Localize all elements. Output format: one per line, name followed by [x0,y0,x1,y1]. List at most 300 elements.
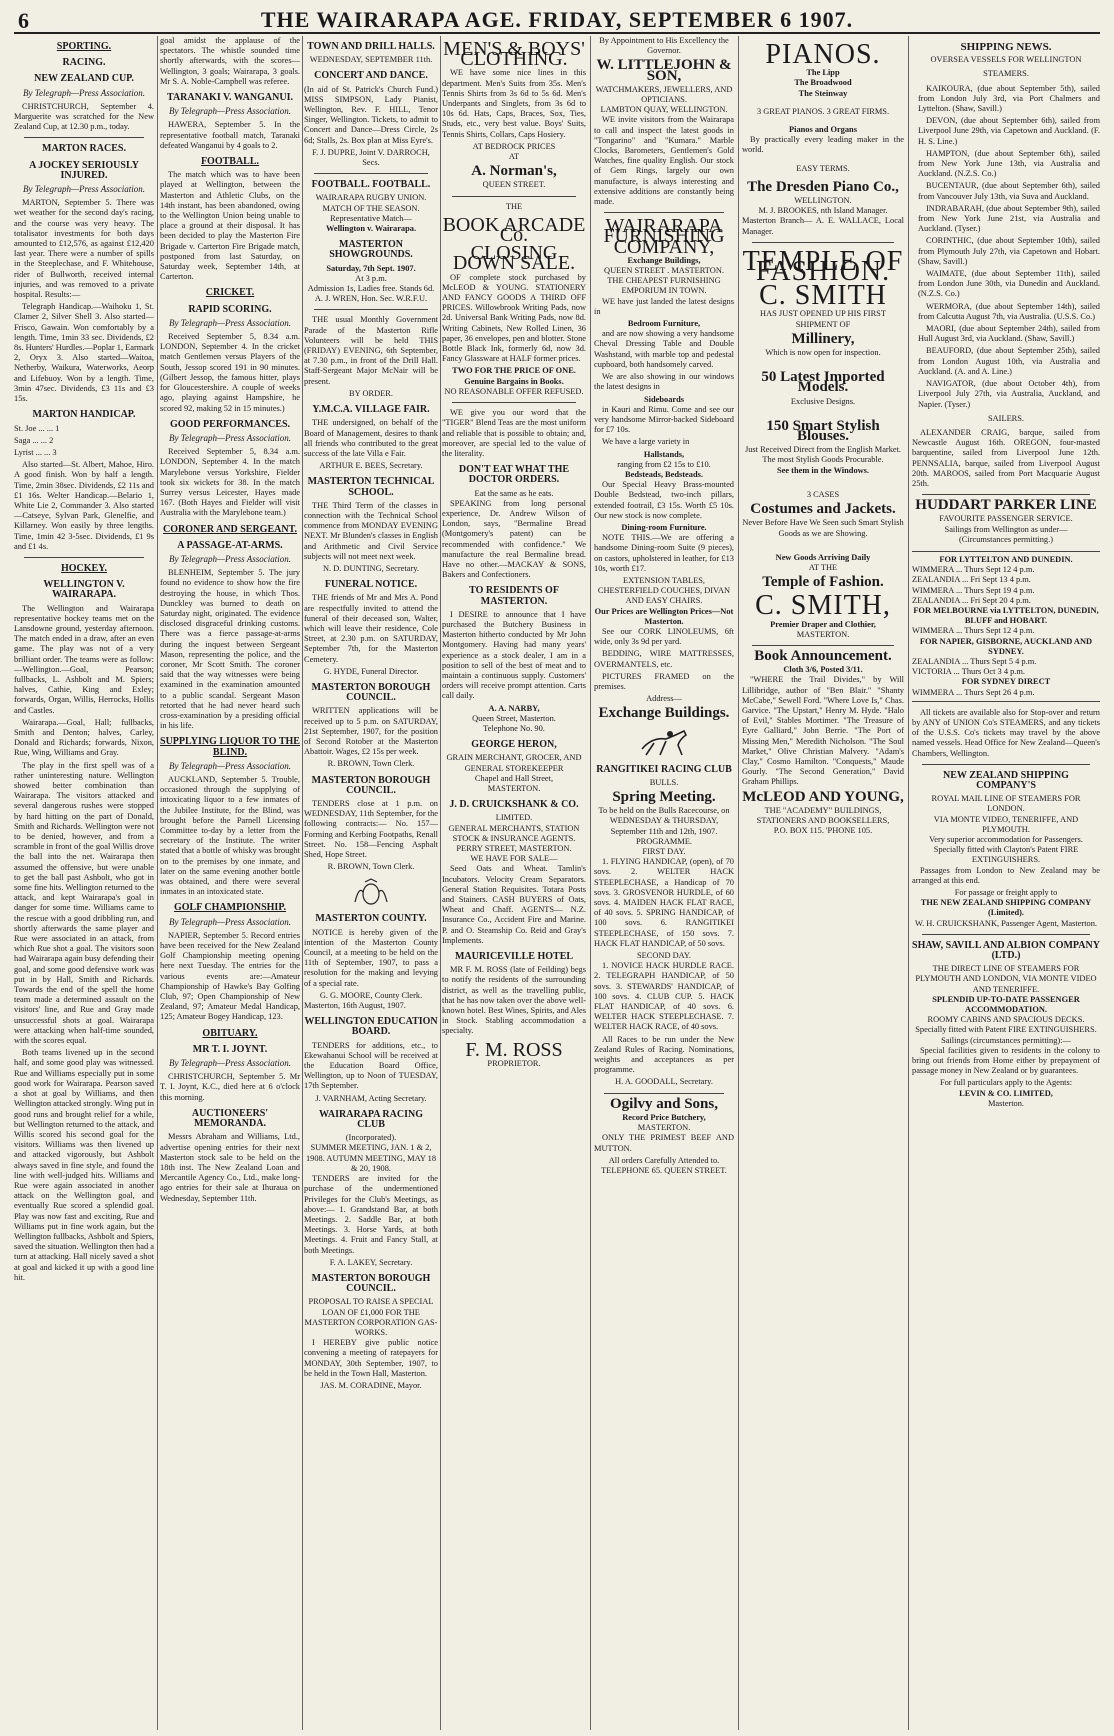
notice-text: THE undersigned, on behalf of the Board of Management, desires to thank all friends who contributed to the great success of the late Villa e Fair. [304,418,438,458]
ad-subheading: Spring Meeting. [612,789,716,805]
notice-date: WEDNESDAY, SEPTEMBER 11th. [309,55,433,65]
ad-line: NO REASONABLE OFFER REFUSED. [444,386,584,396]
ad-line: Never Before Have We Seen such Smart Stylish Goods as we are Showing. [742,518,904,538]
ad-line: TWO FOR THE PRICE OF ONE. [452,366,576,376]
divider [922,764,1090,765]
divider [452,196,576,197]
table-heading: FOR LYTTELTON AND DUNEDIN. [939,554,1073,564]
notice-signature: R. BROWN, Town Clerk. [327,759,415,769]
ad-text: WE have just landed the latest designs in [594,296,734,316]
ad-heading: RANGITIKEI RACING CLUB [596,763,732,775]
column-rule [590,36,591,1730]
ad-line: All orders Carefully Attended to. [608,1155,720,1165]
ad-line: M. J. BROOKES, nth Island Manager. [758,206,888,216]
article-text: Telegraph Handicap.—Waihoku 1, St. Clamer 2, Silver Shell 3. Also started—Frisco, Gawain. Won comfortably by a length. Time, 1min 33 sec. Dividends, £2 8s. Hunters' Hurdles.—Poplar 1, Earmark 2, Oryx 3. Also started—Waitoa, Netherby, Waikura, Waterworks, Aeorp and Lifebuoy. Won by a length. Time, 3min 47sec. Dividends, £3 11s and £3 15s. [14,302,154,404]
article-text: Received September 5, 8.34 a.m. LONDON, September 4. In the cricket match Gentlemen versus Players of the South, Jessop scored 191 in 90 minutes. (Gilbert Jessop, the famous hitter, plays for Gloucestershire. A couple of weeks ago, playing against Hampshire, he scored 92, making 52 in 15 minutes.) [160,332,300,413]
ad-address: Chapel and Hall Street, [474,773,554,783]
column-6-advertisements [742,36,904,1730]
ad-text: and are now showing a very handsome Cheval Dressing Table and Double Washstand, with marble top and pedestal cupboard, both handsomely carved. [594,329,734,369]
ad-subheading: Hallstands, [643,449,685,459]
ad-merchant: C. SMITH, [755,590,891,622]
ad-line: New Goods Arriving Daily [775,552,871,562]
article-text: BLENHEIM, September 5. The jury found no evidence to show how the fire destroying the house, in which Thos. Dunckley was burned to death on Saturday night, originated. The evidence disclosed disgraceful drinking customs. There was a fierce passage-at-arms during the inquest between Sergeant Mason, representing the police, and the coroner, Mr Scott Smith. The coroner said that the way witnesses were being examined in the examination amounted to a public scandal. Sergeant Mason retorted that he had never heard such cross-examination by a presiding official in his life. [160,568,300,731]
ad-text: I DESIRE to announce that I have purchased the Butchery Business in Masterton hitherto conducted by Mr John Montgomery. Having had many years' experience as a stock dealer, I am in a position to sell of the best of meat and to maintain a continuous supply. Customers' orders will receive prompt attention. Carts call daily. [442,609,586,701]
ad-line: P.O. BOX 115. 'PHONE 105. [773,826,873,836]
ad-text: Our Special Heavy Brass-mounted Double Bedstead, two-inch pillars, extended footrail, £3 15s. Worth £5 10s. Our new stock is now complete. [594,480,734,520]
notice-line: WAIRARAPA RUGBY UNION. [315,193,427,203]
section-subheading: OVERSEA VESSELS FOR WELLINGTON [930,55,1082,65]
ad-text: SPEAKING from long personal experience, Dr. Andrew Wilson of London, says, "Bermaline Bread (Montgomery's patent) can be recommended with confidence." We manufacture the real Bermaline bread. Have no other.—MACKAY & SONS, Bakers and Confectioners. [442,498,586,580]
ad-line: Premier Draper and Clothier, [770,619,876,629]
notice-text: THE Third Term of the classes in connection with the Technical School commence from MONDAY EVENING NEXT. Mr Blunden's classes in English and Arithmetic and Civil Service subjects will not meet next week. [304,500,438,561]
ad-line: Very superior accommodation for Passengers. [929,835,1083,845]
column-7-shipping [912,36,1100,1730]
notice-heading: MASTERTON BOROUGH COUNCIL. [311,1272,431,1295]
ad-merchant: Ogilvy and Sons, [610,1095,718,1112]
result-row: Saga ... ... 2 [14,435,54,445]
ad-line: LIMITED. [495,813,533,823]
article-heading: TARANAKI V. WANGANUI. [167,92,293,104]
ad-line: To be held on the Bulls Racecourse, on WEDNESDAY & THURSDAY, September 11th and 12th, 1907. [598,806,730,836]
notice-signature: R. BROWN, Town Clerk. [327,862,415,872]
divider [752,242,894,243]
ad-line: STATIONERS AND BOOKSELLERS, [756,815,890,825]
ad-heading: MAURICEVILLE HOTEL [454,951,574,963]
ad-line: 3 GREAT PIANOS. 3 GREAT FIRMS. [756,106,890,116]
table-row: WIMMERA ... Thurs Sept 19 4 p.m. [912,585,1035,595]
article-heading: A JOCKEY SERIOUSLY INJURED. [29,159,139,181]
ad-text: in Kauri and Rimu. Come and see our very handsome Mirror-backed Sideboard for £7 10s. [594,404,734,435]
notice-line: Representative Match— [330,213,412,223]
ad-merchant: HUDDART PARKER LINE [915,497,1097,514]
article-text: The Wellington and Wairarapa representative hockey teams met on the Lansdowne ground, yesterday afternoon. The match ended in a draw, after an even game. The play was not of a very brilliant order. The teams were as follow:—Wellington.—Goal, Pearson; fullbacks, L. Ashbolt and M. Spiers; halves, Cathie, King and Exley; forwards, Organ, Willis, Herrocks, Hollis and Castles. [14,603,154,715]
article-heading: MARTON RACES. [42,143,126,155]
ad-heading: WAIRARAPA FURNISHING COMPANY, [603,215,725,258]
ad-heading: TEMPLE OF FASHION. [742,245,904,288]
ad-line: Telephone No. 90. [483,723,545,733]
ad-line: SECOND DAY. [637,951,691,961]
ad-merchant: C. SMITH [759,280,887,312]
ad-line: Sailings (circumstances permitting):— [941,1035,1071,1045]
column-rule [738,36,739,1730]
notice-line: MATCH OF THE SEASON. [322,203,420,213]
ad-line: VIA MONTE VIDEO, TENERIFFE, AND PLYMOUTH. [933,814,1079,834]
ad-text: Masterton Branch— A. E. WALLACE, Local Manager. [742,216,904,236]
notice-heading: MASTERTON COUNTY. [315,913,427,925]
ad-address: Queen Street, Masterton. [472,713,556,723]
table-row: ZEALANDIA ... Fri Sept 13 4 p.m. [912,575,1031,585]
section-heading: RACING. [62,57,106,69]
ad-line: Eat the same as he eats. [474,488,554,498]
notice-text: THE usual Monthly Government Parade of the Masterton Rifle Volunteers will be held THIS (FRIDAY) EVENING, 6th September, at 7.30 p.m., in front of the Drill Hall. Staff-Sergeant Major McNair will be present. [304,315,438,386]
ad-text: WE invite visitors from the Wairarapa to call and inspect the latest goods in "Tongarino" and "Kumara." Marble Clocks, Barometers, Gentlemen's Gold Watches, fine quality English. Our stock of Gem Rings, largely our own manufacture, is always interesting and extensive additions are constantly being made. [594,115,734,207]
ad-line: The Steinway [798,88,848,98]
article-heading: CORONER AND SERGEANT. [163,523,297,535]
column-rule [302,36,303,1730]
ad-line: THE DIRECT LINE OF STEAMERS FOR PLYMOUTH AND LONDON, VIA MONTE VIDEO AND TENERIFFE. [915,964,1097,994]
divider [314,173,428,174]
article-heading: GOOD PERFORMANCES. [170,418,290,430]
list-item: INDRABARAH, (due about September 9th), sailed from New York June 21st, via Australia and Auckland. (Tyser.) [918,203,1100,234]
ad-merchant: NEW ZEALAND SHIPPING COMPANY'S [943,769,1069,791]
section-heading: HOCKEY. [60,562,108,574]
notice-text: THE friends of Mr and Mrs A. Pond are respectfully invited to attend the funeral of their deceased son, Walter, which will leave their residence, Cole Street, at 2.30 p.m. on SATURDAY, September 7th, for the Masterton Cemetery. [304,593,438,664]
ad-line: Just Received Direct from the English Market. [744,445,902,455]
ad-line: By Appointment to His Excellency the Governor. [599,36,729,56]
notice-heading: WELLINGTON EDUCATION BOARD. [304,1016,438,1038]
column-rule [157,36,158,1730]
notice-heading: MASTERTON BOROUGH COUNCIL. [311,774,431,796]
section-heading: OBITUARY. [202,1027,258,1039]
notice-signature: F. A. LAKEY, Secretary. [329,1257,413,1267]
table-row: ZEALANDIA ... Thurs Sept 5 4 p.m. [912,656,1037,666]
list-item: CORINTHIC, (due about September 10th), sailed from Plymouth July 27th, via Capetown and Hobart. (Shaw, Savill.) [918,236,1100,266]
ad-merchant: LEVIN & CO. LIMITED, [959,1088,1053,1098]
column-rule [440,36,441,1730]
article-heading: WELLINGTON V. WAIRARAPA. [43,579,125,601]
article-text: MARTON, September 5. There was wet weather for the second day's racing, and the course was very heavy. The totalisator investments for both days amounted to £12,576, as against £12,420 last year. There were a number of spills in the Steeplechase, and F. Whitehouse, rider of Bullworth, received internal injuries, and was removed to a private hospital. Results:— [14,198,154,300]
article-text: Messrs Abraham and Williams, Ltd., advertise opening entries for their next Masterton stock sale to be held on the 18th inst. The New Zealand Loan and Mercantile Agency Co., Ltd., make long-ago entries for their sale at Ihuraua on Wednesday, September 11th. [160,1132,300,1203]
notice-heading: MASTERTON BOROUGH COUNCIL. [311,681,431,704]
article-text: goal amidst the applause of the spectators. The whistle sounded time shortly afterwards, with the scores—Wellington, 3 goals; Wairarapa, 3 goals. Mr S. A. Noble-Campbell was referee. [160,36,300,86]
ad-merchant: A. Norman's, [471,163,557,180]
ad-signature: W. H. CRUICKSHANK, Passenger Agent, Masterton. [914,918,1098,928]
ad-text: 1. NOVICE HACK HURDLE RACE. 2. TELEGRAPH HANDICAP, of 50 sovs. 3. STEWARDS' HANDICAP, of 100 sovs. 4. CLUB CUP. 5. HACK FLAT HANDICAP, of 40 sovs. 6. WELTER HACK STEEPLECHASE. 7. WELTER HACK RACE, of 40 sovs. [594,961,734,1032]
ad-subheading: 150 Smart Stylish Blouses. [766,417,880,445]
ad-heading: BOOK ARCADE Co. [442,213,586,247]
newspaper-title: THE WAIRARAPA AGE. FRIDAY, SEPTEMBER 6 1907. [260,7,854,32]
ad-line: GENERAL MERCHANTS, STATION STOCK & INSURANCE AGENTS. [448,823,580,843]
ad-merchant: GEORGE HERON, [471,739,557,751]
ad-text: We have a large variety in [602,437,690,447]
ad-line: WATCHMAKERS, JEWELLERS, AND OPTICIANS. [595,84,733,105]
article-heading: MR T. I. JOYNT. [192,1043,268,1055]
ad-text: NOTE THIS.—We are offering a handsome Dining-room Suite (9 pieces), on castors, upholstered in leather, for £13 10s, worth £17. [594,533,734,573]
result-row: Lyrist ... ... 3 [14,447,57,457]
steamer-list [912,84,1100,410]
list-item: BEAUFORD, (due about September 25th), sailed from London August 10th, via Australia and Auckland. (A. and A. Line.) [918,346,1100,376]
notice-date: Masterton, 16th August, 1907. [304,1001,406,1011]
divider [24,557,144,558]
table-heading: FOR MELBOURNE via LYTTELTON, DUNEDIN, BLUFF and HOBART. [913,605,1099,626]
divider [452,402,576,403]
ad-text: Passages from London to New Zealand may be arranged at this end. [912,865,1100,885]
ad-line: The Lipp [806,68,840,78]
article-text: AUCKLAND, September 5. Trouble, occasioned through the supplying of intoxicating liquor to a few inmates of the Jubilee Institute, for the Blind, was brought before the Parnell Licensing Committee to-day by a letter from the secretary of the Institute. The writer stated that a bottle of whisky was brought on to the premises by one inmate, and later on the same evening another bottle was obtained, and there were several inmates in an intoxicated state. [160,775,300,897]
notice-signature: J. VARNHAM, Acting Secretary. [315,1093,427,1103]
notice-line: Admission 1s, Ladies free. Stands 6d. [307,284,435,294]
ad-text: WE give you our word that the "TIGER" Blend Teas are the most uniform and reliable that is possible to obtain; and, moreover, are special led to the value of the literality. [442,408,586,458]
ad-line: THE CHEAPEST FURNISHING EMPORIUM IN TOWN. [607,276,721,296]
article-text: Wairarapa.—Goal, Hall; fullbacks, Smith and Denton; halves, Carley, Donald and Richards; forwards, Nixon, Rue, Wing, Williams and Gray. [14,717,154,758]
ad-subheading: Pianos and Organs [789,125,857,135]
ad-signature: H. A. GOODALL, Secretary. [615,1077,713,1087]
divider [24,137,144,138]
article-text: Both teams livened up in the second half, and some good play was witnessed. Rue and Williams especially put in some good work for Wairarapa. Pearson saved a shot at goal by Williams, and then Wellington attacked strongly. Wing put in good runs and brought relief for a while, but Wellington returned to the attack, and Willis scored his second goal for the visitors. Williams was then livened up and attacked vigorously, but Ashbolt always saved in fine style, and found the line with well-judged hits. Williams and Rue were again associated in another attack on the Wellington goal, and eventually Rue scored a splendid goal. Play was now fast and exciting, Rue and Williams put in fine work again, but the Wellington fullbacks, Ashbolt and Spiers, saved the situation. Wellington then had a turn at attacking. Hall nicely saved a shot at goal and kicked it up with a good line hit. [14,1048,154,1282]
ad-text: See our CORK LINOLEUMS, 6ft wide, only 3s 9d per yard. [594,626,734,647]
ad-merchant: A. A. NARBY, [488,703,540,713]
ad-text: MR F. M. ROSS (late of Feilding) begs to notify the residents of the surrounding district, as well as the travelling public, that he has now taken over the above well-known hotel. Best Wines, Spirits, and Ales in Stock. Stabling accommodation a specialty. [442,965,586,1036]
ad-address: MASTERTON. [487,784,541,793]
notice-signature: ARTHUR E. BEES, Secretary. [319,461,423,471]
list-item: HAMPTON, (due about September 6th), sailed from New York June 13th, via Australia and Auckland. (N.Z.S. Co.) [918,148,1100,179]
sailing-table [912,551,1100,702]
article-heading: MARTON HANDICAP. [32,409,136,421]
column-rule [908,36,909,1730]
ad-line: Exclusive Designs. [790,396,856,406]
section-heading: AUCTIONEERS' MEMORANDA. [191,1107,269,1130]
notice-signature: N. D. DUNTING, Secretary. [323,563,419,573]
list-item: MAORI, (due about September 24th), sailed from Hull August 3rd, via Auckland. (Shaw, Savill.) [918,324,1100,344]
article-text: Received September 5, 8.34 a.m. LONDON, September 4. In the match Marylebone versus Yorkshire, Fielder took six wickets for 38. In the match Surrey versus Leicester, Hayes made 167. (Both Hayes and Fielder will visit Australia with the Marylebone team.) [160,447,300,518]
article-heading: NEW ZEALAND CUP. [34,73,134,85]
ad-subheading: 50 Latest Imported Models. [761,369,885,396]
ad-line: For full particulars apply to the Agents: [939,1078,1073,1088]
notice-date: Saturday, 7th Sept. 1907. [326,263,416,273]
ad-line: EXTENSION TABLES, CHESTERFIELD COUCHES, DIVAN AND EASY CHAIRS. [597,575,731,606]
ad-address: LAMBTON QUAY, WELLINGTON. [600,105,728,115]
table-row: WIMMERA ... Thurs Sept 26 4 p.m. [912,687,1035,697]
coat-of-arms-icon [349,878,393,908]
ad-line: ROOMY CABINS AND SPACIOUS DECKS. [927,1015,1085,1025]
ad-line: Specially fitted with Clayton's Patent FIRE EXTINGUISHERS. [933,845,1079,865]
ad-heading: Book Announcement. [754,647,892,664]
ad-line: Record Price Butchery, [622,1112,706,1122]
byline: By Telegraph—Press Association. [169,760,291,771]
ad-subheading: Millinery, [791,330,855,347]
byline: By Telegraph—Press Association. [169,553,291,564]
ad-text: "WHERE the Trail Divides," by Will Lillibridge, author of "Ben Blair." "Shanty McCabe," Sewell Ford. "Where Love Is," Chas. Garvice. "The Upstart," Henry M. Hyde. "Halo of Evil," Stables Mortimer. "The Treasure of Eyre Galliard," John Berrie. "The Port of Missing Men," Meredith Nicholson. "The Soul Market," Olive Christian Malvery. "Adam's Clay," Cosmo Hamilton. "Conquests," Maude Gourly. "The Second Generation," David Graham Phillips. [742,675,904,787]
section-subheading: STEAMERS. [983,69,1029,79]
ad-line: PROGRAMME. [635,836,693,846]
ad-merchant: SHAW, SAVILL AND ALBION COMPANY (LTD.) [912,939,1100,962]
ad-line: See them in the Windows. [776,465,870,475]
column-3-notices [304,36,438,1730]
notice-signature: F. J. DUPRE, Joint V. DARROCH, Secs. [312,147,430,168]
byline: By Telegraph—Press Association. [169,916,291,927]
ad-line: The Broadwood [794,78,852,88]
column-5-advertisements [594,36,734,1730]
ad-heading: TO RESIDENTS OF MASTERTON. [469,585,559,607]
ad-line: WE HAVE FOR SALE— [470,854,558,864]
column-2-news [160,36,300,1730]
notice-line: PROPOSAL TO RAISE A SPECIAL LOAN OF £1,000 FOR THE MASTERTON CORPORATION GAS-WORKS. [304,1297,438,1337]
byline: By Telegraph—Press Association. [169,432,291,443]
ad-heading: DON'T EAT WHAT THE DOCTOR ORDERS. [458,464,570,486]
racehorse-icon [634,725,694,759]
ad-heading: CLOSING DOWN SALE. [452,242,576,275]
notice-signature: BY ORDER. [349,388,393,398]
ad-line: AT [508,152,520,162]
notice-line: (Incorporated). [345,1133,397,1143]
article-text: HAWERA, September 5. In the representative football match, Taranaki defeated Wanganui by 4 goals to 2. [160,120,300,150]
notice-line: Wellington v. Wairarapa. [325,224,417,234]
section-heading: CRICKET. [205,287,255,299]
ad-line: GRAIN MERCHANT, GROCER, AND [446,753,582,763]
ad-line: THE [505,201,523,211]
ad-line: Sailings from Wellington as under— [944,524,1068,534]
ad-text: All Races to be run under the New Zealand Rules of Racing. Nominations, weights and acceptances as per programme. [594,1034,734,1075]
notice-text: (In aid of St. Patrick's Church Fund.) MISS SIMPSON, Lady Pianist, Wellington, Rev. F. HILL, Tenor Singer, Wellington. Tickets, to admit to Concert and Dance—Dress Circle, 2s 6d; Stalls, 2s. Box plan at Miss Eyre's. [304,84,438,145]
byline: By Telegraph—Press Association. [23,87,145,98]
ad-merchant: McLEOD AND YOUNG, [742,788,904,805]
article-heading: RAPID SCORING. [188,303,272,315]
ad-merchant: The Dresden Piano Co., [747,178,899,195]
ad-line: AT THE [808,562,838,572]
column-1-sporting [14,36,154,1730]
ad-text: ONLY THE PRIMEST BEEF AND MUTTON. [594,1133,734,1153]
table-row: WIMMERA ... Thurs Sept 12 4 p.m. [912,565,1035,575]
byline: By Telegraph—Press Association. [23,184,145,195]
ad-line: Cloth 3/6, Posted 3/11. [783,665,863,675]
ad-text: 1. FLYING HANDICAP, (open), of 70 sovs. 2. WELTER HACK STEEPLECHASE, a Handicap of 70 sovs. 3. GROSVENOR HURDLE, of 60 sovs. 4. MAIDEN HACK FLAT RACE, of 40 sovs. 5. SPRING HANDICAP, of 100 sovs. 6. RANGITIKEI STEEPLECHASE, of 150 sovs. 7. HACK FLAT HANDICAP, of 50 sovs. [594,857,734,948]
notice-text: I HEREBY give public notice convening a meeting of ratepayers for MONDAY, 30th September, 1907, to be held in the Town Hall, Masterton. [304,1338,438,1378]
ad-text: PICTURES FRAMED on the premises. [594,671,734,691]
ad-subheading: Bedroom Furniture, [627,319,701,329]
article-text: CHRISTCHURCH, September 4. Marguerite was scratched for the New Zealand Cup, at 12.30 p.m., today. [14,101,154,132]
byline: By Telegraph—Press Association. [169,106,291,117]
table-row: WIMMERA ... Thurs Sept 12 4 p.m. [912,626,1035,636]
column-4-advertisements [442,36,586,1730]
ad-text: Special facilities given to residents in the colony to bring out friends from Home either by prepayment of passage money in New Zealand or by guarantees. [912,1045,1100,1076]
ad-line: HAS JUST OPENED UP HIS FIRST SHIPMENT OF [760,309,886,329]
ad-address: QUEEN STREET . MASTERTON. [604,266,724,276]
article-heading: A PASSAGE-AT-ARMS. [177,539,283,551]
ad-line: FAVOURITE PASSENGER SERVICE. [939,514,1073,524]
ad-line: Address— [646,694,682,704]
divider [922,934,1090,935]
article-text: The play in the first spell was of a rather uninteresting nature. Wellington showed better combination than Wairarapa. The visitors attacked and several dangerous rushes were stopped by hard hitting on the part of Donald, Smith and Richards. Wellington were not to be denied, however, and from a scramble in front of the goal Willis drove the ball into the net. Wairarapa then assumed the offensive, but were unable to get the ball past Ashbolt, who got in some fine hits. Wellington returned to the attack, and kept Wairarapa's goal in danger for some time. Williams came to the rescue with a good dribbling run, and shortly afterwards the same player and Rue were associated in an attack, from which Rue shot a goal. The visitors soon had Wairarapa again busy defending their goal, and some good defensive work was put in by Hall, Smith and Richards. Towards the end of the spell the home team made a determined assault on the visitors' line, and Rue and Gray made unsuccessful shots at goal. Wairarapa were attacking when half-time sounded, with the scores equal. [14,760,154,1046]
ad-heading: MEN'S & BOYS' CLOTHING. [443,38,585,71]
list-item: BUCENTAUR, (due about September 6th), sailed from Vancouver July 13th, via Suva and Auckland. [918,181,1100,201]
ad-text: All tickets are available also for Stop-over and return by ANY of UNION Co's STEAMERS, and any tickets of the U.S.S. Co's tickets may travel by the above named vessels. Head Office for New Zealand—Queen's Chambers, Wellington. [912,707,1100,758]
ad-subheading: Sideboards [643,394,685,404]
article-text: CHRISTCHURCH, September 5. Mr T. I. Joynt, K.C., died here at 6 o'clock this morning. [160,1072,300,1102]
ad-line: PROPRIETOR. [487,1058,541,1068]
table-heading: FOR NAPIER, GISBORNE, AUCKLAND AND SYDNEY. [919,636,1093,656]
ad-address: MASTERTON. [637,1123,691,1133]
ad-address: THE "ACADEMY" BUILDINGS, [764,805,882,815]
section-heading: SHIPPING NEWS. [960,41,1052,53]
list-item: WERMORA, (due about September 14th), sailed from Calcutta August 7th, via Australia. (U.S.S. Co.) [918,301,1100,321]
article-text: The match which was to have been played at Wellington, between the Masterton and Athletic Clubs, on the 14th instant, has been abandoned, owing to the Wellington Union being unable to place a ground at their disposal. It has been decided to play the Masterton Fire Brigade v. Carterton Fire Brigade match, postponed from last Saturday, on Saturday week, September 14th, at Carterton. [160,170,300,282]
ad-subheading: Exchange Buildings. [598,705,730,722]
notice-text: TENDERS close at 1 p.m. on WEDNESDAY, 11th September, for the following contracts:— No. 157—Forming and Kerbing Footpaths, Renall Street. No. 158—Fencing Asphalt Shed, Hope Street. [304,799,438,860]
ad-text: We are also showing in our windows the latest designs in [594,372,734,392]
table-row: ZEALANDIA ... Fri Sept 20 4 p.m. [912,595,1031,605]
divider [604,1093,724,1094]
ad-merchant: J. D. CRUICKSHANK & CO. [449,799,579,811]
list-item: KAIKOURA, (due about September 5th), sailed from London July 3rd, via Port Chalmers and Lyttelton. (Shaw, Savill.) [918,83,1100,114]
ad-line: Specially fitted with Patent FIRE EXTINGUISHERS. [915,1025,1097,1035]
notice-signature: A. J. WREN, Hon. Sec. W.R.F.U. [314,294,428,304]
ad-line: ranging from £2 15s to £10. [617,459,711,469]
ad-line: For passage or freight apply to [954,888,1058,898]
notice-line: At 3 p.m. [355,273,387,283]
ad-line: SPLENDID UP-TO-DATE PASSENGER ACCOMMODATION. [932,994,1080,1015]
article-heading: SUPPLYING LIQUOR TO THE BLIND. [160,736,300,758]
byline: By Telegraph—Press Association. [169,317,291,328]
divider [752,645,894,646]
ad-subheading: Dining-room Furniture. [621,522,707,532]
ad-text: BEDDING, WIRE MATTRESSES, OVERMANTELS, etc. [594,649,734,669]
byline: By Telegraph—Press Association. [169,1058,291,1069]
notice-text: NOTICE is hereby given of the intention of the Masterton County Council, at a meeting to be held on the 11th of September, 1907, to pass a resolution for the making and levying of a special rate. [304,927,438,988]
notice-heading: Y.M.C.A. VILLAGE FAIR. [312,404,430,416]
ad-line: Exchange Buildings, [627,255,701,265]
notice-heading: FUNERAL NOTICE. [324,579,418,591]
notice-heading: MASTERTON SHOWGROUNDS. [329,239,413,261]
section-heading: FOOTBALL. [200,156,260,168]
notice-signature: G. G. MOORE, County Clerk. [319,990,423,1000]
ad-address: PERRY STREET, MASTERTON. [456,844,572,854]
ad-heading: PIANOS. [765,39,881,70]
notice-heading: FOOTBALL. FOOTBALL. [311,179,431,191]
article-text: NAPIER, September 5. Record entries have been received for the New Zealand Golf Championship meeting opening here next Tuesday. The entries for the various events are:—Amateur Championship of Hawke's Bay Golfing Club, 97; Open Championship of New Zealand, 97; Amateur Medal Handicap, 125; Amateur Bogey Handicap, 123. [160,930,300,1022]
notice-heading: TOWN AND DRILL HALLS. [307,41,435,52]
ad-line: AT BEDROCK PRICES [472,141,556,151]
ad-line: BULLS. [649,777,679,787]
ad-line: (Circumstances permitting.) [959,534,1053,544]
ad-line: ROYAL MAIL LINE OF STEAMERS FOR LONDON. [931,794,1081,814]
notice-line: SUMMER MEETING, JAN. 1 & 2, 1908. AUTUMN MEETING, MAY 18 & 20, 1908. [305,1143,437,1173]
ad-merchant: F. M. ROSS [465,1038,563,1061]
ad-merchant: W. LITTLEJOHN & SON, [596,57,732,84]
page-number: 6 [18,8,29,33]
ad-line: 3 CASES [806,489,840,499]
ad-subheading: Bedsteads, Bedsteads. [625,469,703,479]
notice-text: WRITTEN applications will be received up to 5 p.m. on SATURDAY, 21st September, 1907, for the position of Second Rotober at the Masterton Abattoir. Wages, £2 15s per week. [304,706,438,757]
ad-address: MASTERTON. [796,629,850,639]
article-heading: GOLF CHAMPIONSHIP. [173,902,287,914]
ad-line: The most Stylish Goods Procurable. [762,455,884,465]
ad-address: WELLINGTON. [794,196,852,206]
ad-subheading: Our Prices are Wellington Prices—Not Masterton. [594,606,734,626]
article-text: Also started—St. Albert, Mahoe, Hiro. A good finish. Won by half a length. Time, 2min 38sec. Dividends, £2 11s and £1 16s. Welter Handicap.—Belario 1, White Lie 2, Commander 3. Also started—Catseye, Sylvan Park, Glenelfie, and Killarney. Won easily by three lengths. Time, 1min 42 3-5sec. Dividends, £1 9s and £1 4s. [14,460,154,551]
ad-address: Masterton. [987,1098,1025,1108]
ad-line: TELEPHONE 65. QUEEN STREET. [601,1165,727,1175]
table-heading: FOR SYDNEY DIRECT [961,677,1051,687]
notice-text: TENDERS are invited for the purchase of the undermentioned Privileges for the Club's Meetings, as above:— 1. Grandstand Bar, at both Meetings. 2. Saddle Bar, at both Meetings. 3. Horse Yards, at both Meetings. 4. Fruit and Fancy Stall, at both Meetings. [304,1174,438,1255]
divider [604,212,724,213]
notice-heading: MASTERTON TECHNICAL SCHOOL. [307,476,435,498]
ad-subheading: Temple of Fashion. [762,574,884,591]
table-row: VICTORIA ... Thurs Oct 3 4 p.m. [912,667,1025,677]
article-text: ALEXANDER CRAIG, barque, sailed from Newcastle August 16th. OREGON, four-masted barquentine, sailed from Liverpool June 12th. PENNSALIA, barque, sailed from Liverpool August 20th. MAROOS, sailed from Port Macquarie August 25th. [912,427,1100,488]
section-subheading: SAILERS. [987,413,1025,423]
ad-line: EASY TERMS. [796,163,850,173]
section-heading: SPORTING. [56,41,112,52]
ad-text: WE have some nice lines in this department. Men's Suits from 35s. Men's Tennis Shirts from 3s 6d to 5s 6d. Men's Underpants and Singlets, from 3s 6d to 10s 6d. Hats, Caps, Braces, Sox, Ties, Studs, etc., very best value. Boys' Suits, Tennis Shirts, Collars, Caps Hosiery. [442,68,586,139]
divider [922,494,1090,495]
ad-text: OF complete stock purchased by McLEOD & YOUNG. STATIONERY AND FANCY GOODS A THIRD OFF PRICES. Willowbrook Writing Pads, now 2d. Universal Bank Writing Pads, now 8d. Writing Cabinets, New Rolled Linen, 36 paper, 36 envelopes, pen and blotter. Stone Bottle Black Ink, formerly 6d, now 3d. Fancy Glassware at HALF former prices. [442,272,586,364]
ad-text: Seed Oats and Wheat. Tamlin's Incubators. Velocity Cream Separators. General Station Requisites. Totara Posts and Stainers. CASH BUYERS of Oats, Wheat and Chaff. AGENTS— N.Z. Insurance Co., Accident Fire and Marine. P. and O. Steamship Co. Reid and Gray's Implements. [442,864,586,945]
list-item: NAVIGATOR, (due about October 4th), from Liverpool July 27th, via Australia, Auckland, and Napier. (Tyser.) [918,379,1100,409]
masthead [14,6,1100,34]
notice-heading: WAIRARAPA RACING CLUB [319,1108,423,1131]
result-row: St. Joe ... ... 1 [14,423,60,433]
ad-line: FIRST DAY. [642,847,686,857]
ad-subheading: Costumes and Jackets. [750,501,896,518]
list-item: DEVON, (due about September 6th), sailed from Liverpool June 29th, via Capetown and Auckland. (F. H. S. Line.) [918,116,1100,146]
notice-heading: CONCERT AND DANCE. [314,70,428,82]
ad-line: GENERAL STOREKEEPER [464,763,564,773]
list-item: WAIMATE, (due about September 11th), sailed from London June 30th, via Dunedin and Auckland. (N.Z.S. Co.) [918,269,1100,299]
notice-text: TENDERS for additions, etc., to Ekewahanui School will be received at the Education Board Office, Wellington, up to Noon of TUESDAY, 17th September. [304,1040,438,1091]
ad-line: THE NEW ZEALAND SHIPPING COMPANY (Limited). [920,898,1092,918]
notice-signature: JAS. M. CORADINE, Mayor. [320,1380,422,1390]
divider [314,309,428,310]
